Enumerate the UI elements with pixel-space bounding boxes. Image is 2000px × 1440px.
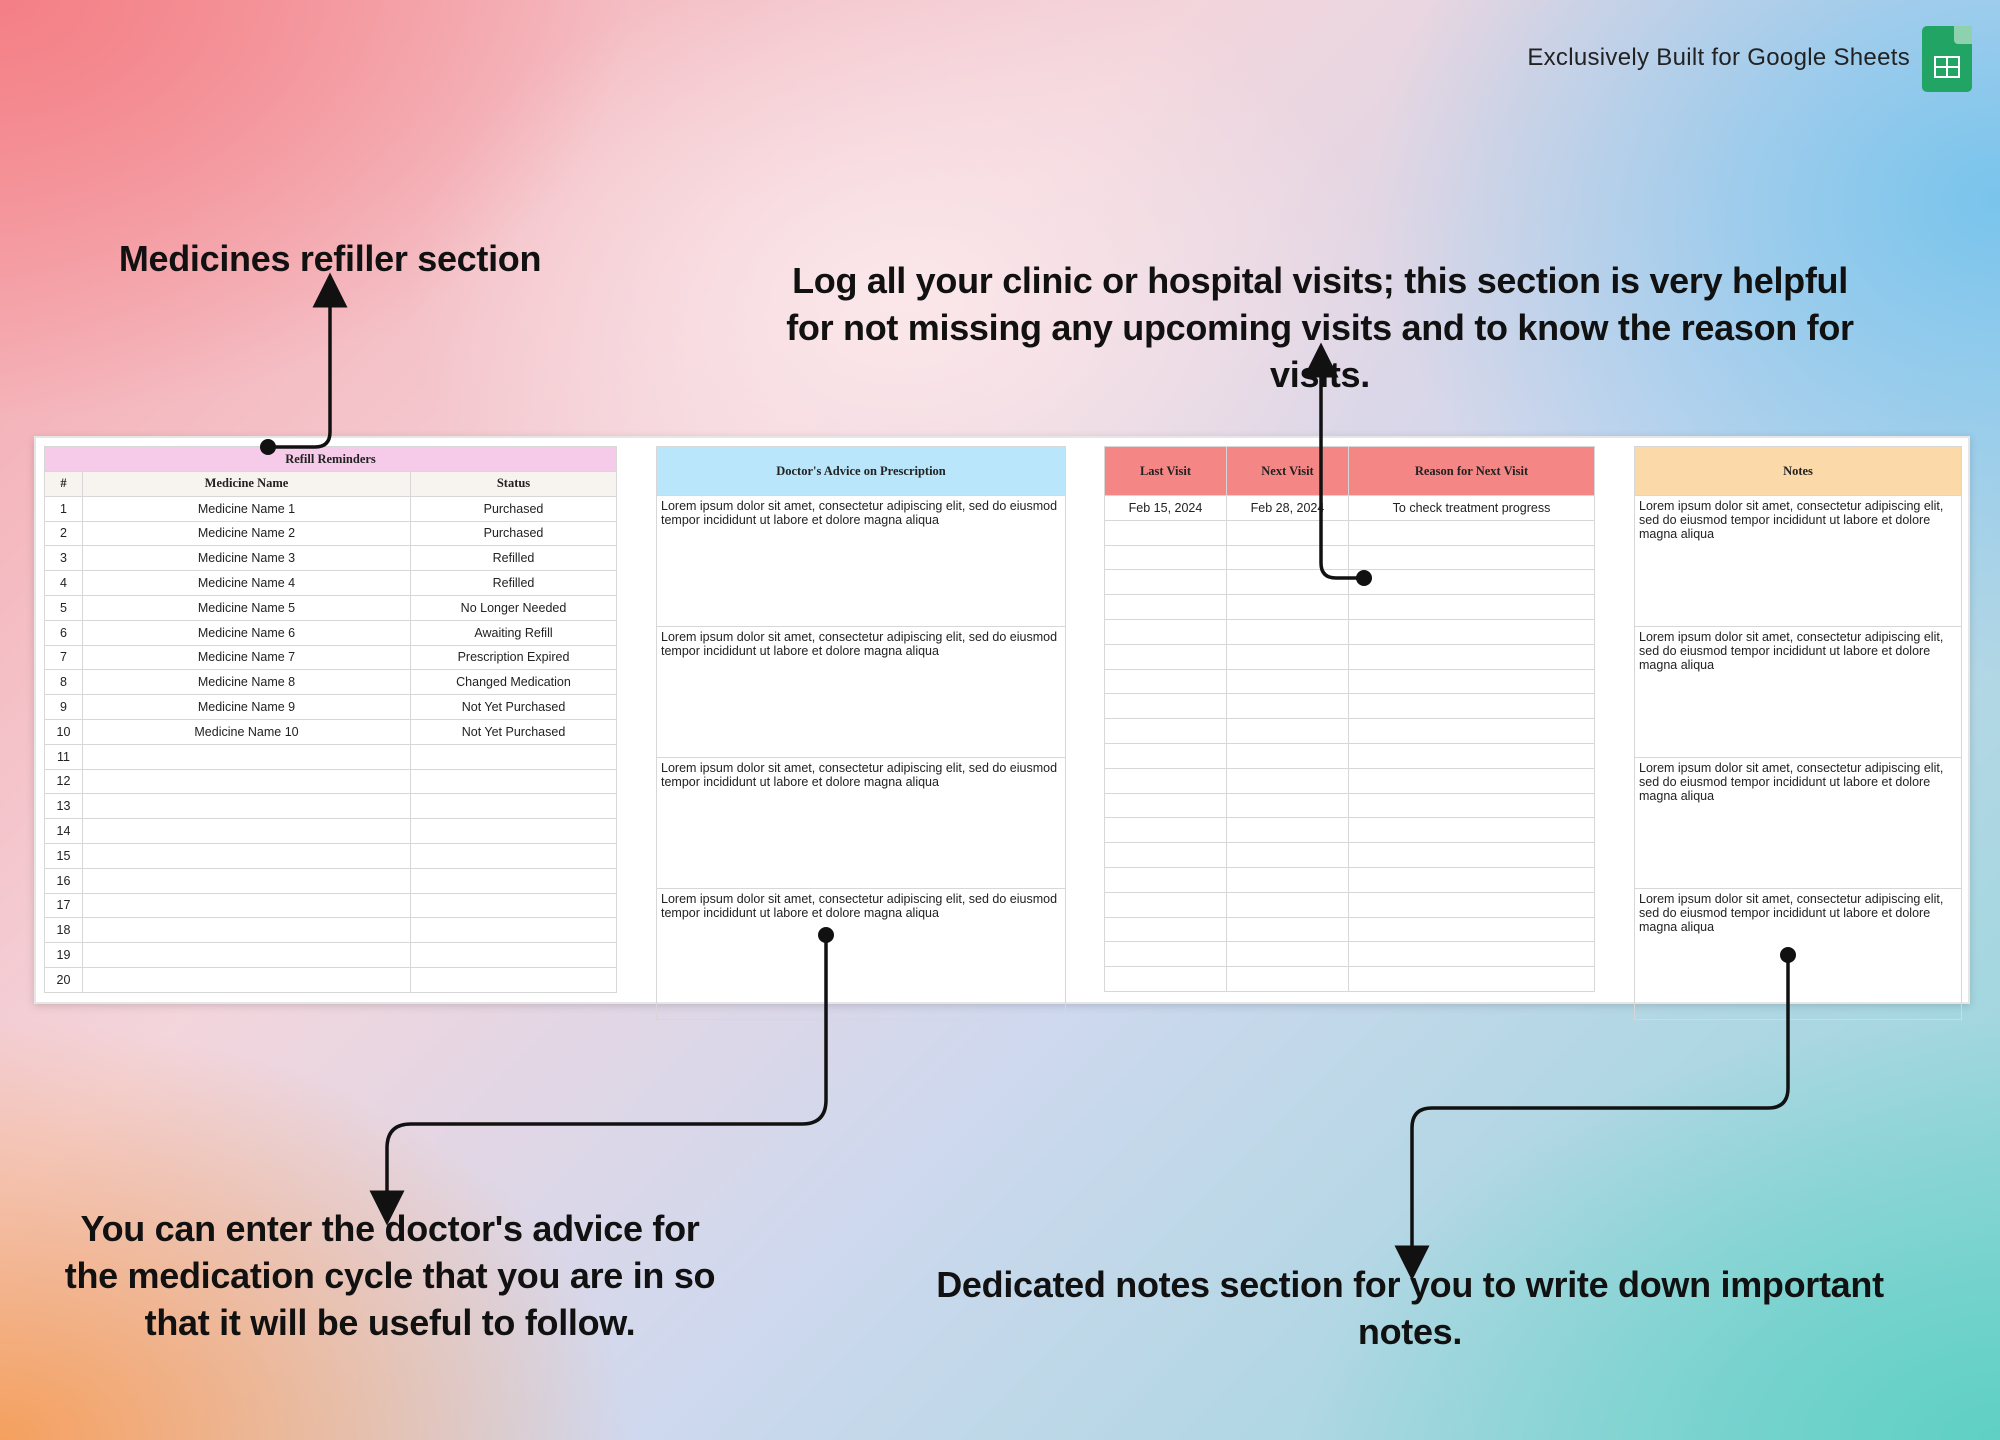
status-cell[interactable]: Refilled — [411, 571, 617, 596]
row-number: 19 — [45, 943, 83, 968]
callout-notes: Dedicated notes section for you to write down important notes. — [936, 1264, 1884, 1352]
note-cell[interactable]: Lorem ipsum dolor sit amet, consectetur adipiscing elit, sed do eiusmod tempor incididunt ut labore et dolore magna aliqua — [1635, 496, 1962, 627]
note-cell[interactable]: Lorem ipsum dolor sit amet, consectetur adipiscing elit, sed do eiusmod tempor incididunt ut labore et dolore magna aliqua — [1635, 758, 1962, 889]
advice-cell[interactable]: Lorem ipsum dolor sit amet, consectetur adipiscing elit, sed do eiusmod tempor incididunt ut labore et dolore magna aliqua — [657, 889, 1066, 1020]
refill-col-header: # — [45, 472, 83, 497]
row-number: 20 — [45, 967, 83, 992]
row-number: 14 — [45, 819, 83, 844]
medicine-name-cell[interactable]: Medicine Name 3 — [83, 546, 411, 571]
row-number: 9 — [45, 695, 83, 720]
note-cell[interactable]: Lorem ipsum dolor sit amet, consectetur adipiscing elit, sed do eiusmod tempor incididunt ut labore et dolore magna aliqua — [1635, 627, 1962, 758]
dot-notes — [1780, 947, 1796, 963]
reason-cell[interactable]: To check treatment progress — [1349, 496, 1595, 521]
brand-text: Exclusively Built for Google Sheets — [1527, 44, 1910, 71]
row-number: 11 — [45, 744, 83, 769]
row-number: 6 — [45, 620, 83, 645]
row-number: 10 — [45, 719, 83, 744]
row-number: 1 — [45, 496, 83, 521]
medicine-name-cell[interactable]: Medicine Name 7 — [83, 645, 411, 670]
callout-visits: Log all your clinic or hospital visits; this section is very helpful for not missing any upcoming visits and to know the reason for visits. — [786, 260, 1854, 395]
row-number: 8 — [45, 670, 83, 695]
arrow-notes — [1412, 955, 1788, 1263]
refill-title: Refill Reminders — [45, 447, 617, 472]
status-cell[interactable]: Not Yet Purchased — [411, 695, 617, 720]
status-cell[interactable]: Purchased — [411, 496, 617, 521]
row-number: 7 — [45, 645, 83, 670]
medicine-name-cell[interactable]: Medicine Name 5 — [83, 595, 411, 620]
row-number: 3 — [45, 546, 83, 571]
medicine-name-cell[interactable]: Medicine Name 10 — [83, 719, 411, 744]
dot-visits — [1356, 570, 1372, 586]
status-cell[interactable]: Prescription Expired — [411, 645, 617, 670]
visits-col-header: Next Visit — [1227, 447, 1349, 496]
last-visit-cell[interactable]: Feb 15, 2024 — [1105, 496, 1227, 521]
advice-header: Doctor's Advice on Prescription — [657, 447, 1066, 496]
advice-cell[interactable]: Lorem ipsum dolor sit amet, consectetur adipiscing elit, sed do eiusmod tempor incididunt ut labore et dolore magna aliqua — [657, 496, 1066, 627]
medicine-name-cell[interactable]: Medicine Name 6 — [83, 620, 411, 645]
refill-col-header: Status — [411, 472, 617, 497]
next-visit-cell[interactable]: Feb 28, 2024 — [1227, 496, 1349, 521]
dot-advice — [818, 927, 834, 943]
notes-header: Notes — [1635, 447, 1962, 496]
visits-col-header: Last Visit — [1105, 447, 1227, 496]
advice-cell[interactable]: Lorem ipsum dolor sit amet, consectetur adipiscing elit, sed do eiusmod tempor incididunt ut labore et dolore magna aliqua — [657, 627, 1066, 758]
row-number: 2 — [45, 521, 83, 546]
arrow-refiller — [268, 290, 330, 447]
medicine-name-cell[interactable]: Medicine Name 9 — [83, 695, 411, 720]
medicine-name-cell[interactable]: Medicine Name 4 — [83, 571, 411, 596]
medicine-name-cell[interactable]: Medicine Name 2 — [83, 521, 411, 546]
status-cell[interactable]: Purchased — [411, 521, 617, 546]
status-cell[interactable]: Refilled — [411, 546, 617, 571]
row-number: 18 — [45, 918, 83, 943]
row-number: 16 — [45, 868, 83, 893]
arrow-advice — [387, 935, 826, 1208]
medicine-name-cell[interactable]: Medicine Name 8 — [83, 670, 411, 695]
visits-col-header: Reason for Next Visit — [1349, 447, 1595, 496]
dot-refiller — [260, 439, 276, 455]
status-cell[interactable]: Awaiting Refill — [411, 620, 617, 645]
row-number: 4 — [45, 571, 83, 596]
row-number: 17 — [45, 893, 83, 918]
row-number: 5 — [45, 595, 83, 620]
medicine-name-cell[interactable]: Medicine Name 1 — [83, 496, 411, 521]
arrow-visits — [1321, 360, 1364, 578]
row-number: 15 — [45, 843, 83, 868]
status-cell[interactable]: Changed Medication — [411, 670, 617, 695]
refill-col-header: Medicine Name — [83, 472, 411, 497]
status-cell[interactable]: Not Yet Purchased — [411, 719, 617, 744]
status-cell[interactable]: No Longer Needed — [411, 595, 617, 620]
callout-refiller: Medicines refiller section — [118, 238, 542, 279]
callout-advice: You can enter the doctor's advice for the medication cycle that you are in so that it will be useful to follow. — [64, 1208, 716, 1343]
advice-cell[interactable]: Lorem ipsum dolor sit amet, consectetur adipiscing elit, sed do eiusmod tempor incididunt ut labore et dolore magna aliqua — [657, 758, 1066, 889]
row-number: 13 — [45, 794, 83, 819]
note-cell[interactable]: Lorem ipsum dolor sit amet, consectetur adipiscing elit, sed do eiusmod tempor incididunt ut labore et dolore magna aliqua — [1635, 889, 1962, 1020]
row-number: 12 — [45, 769, 83, 794]
